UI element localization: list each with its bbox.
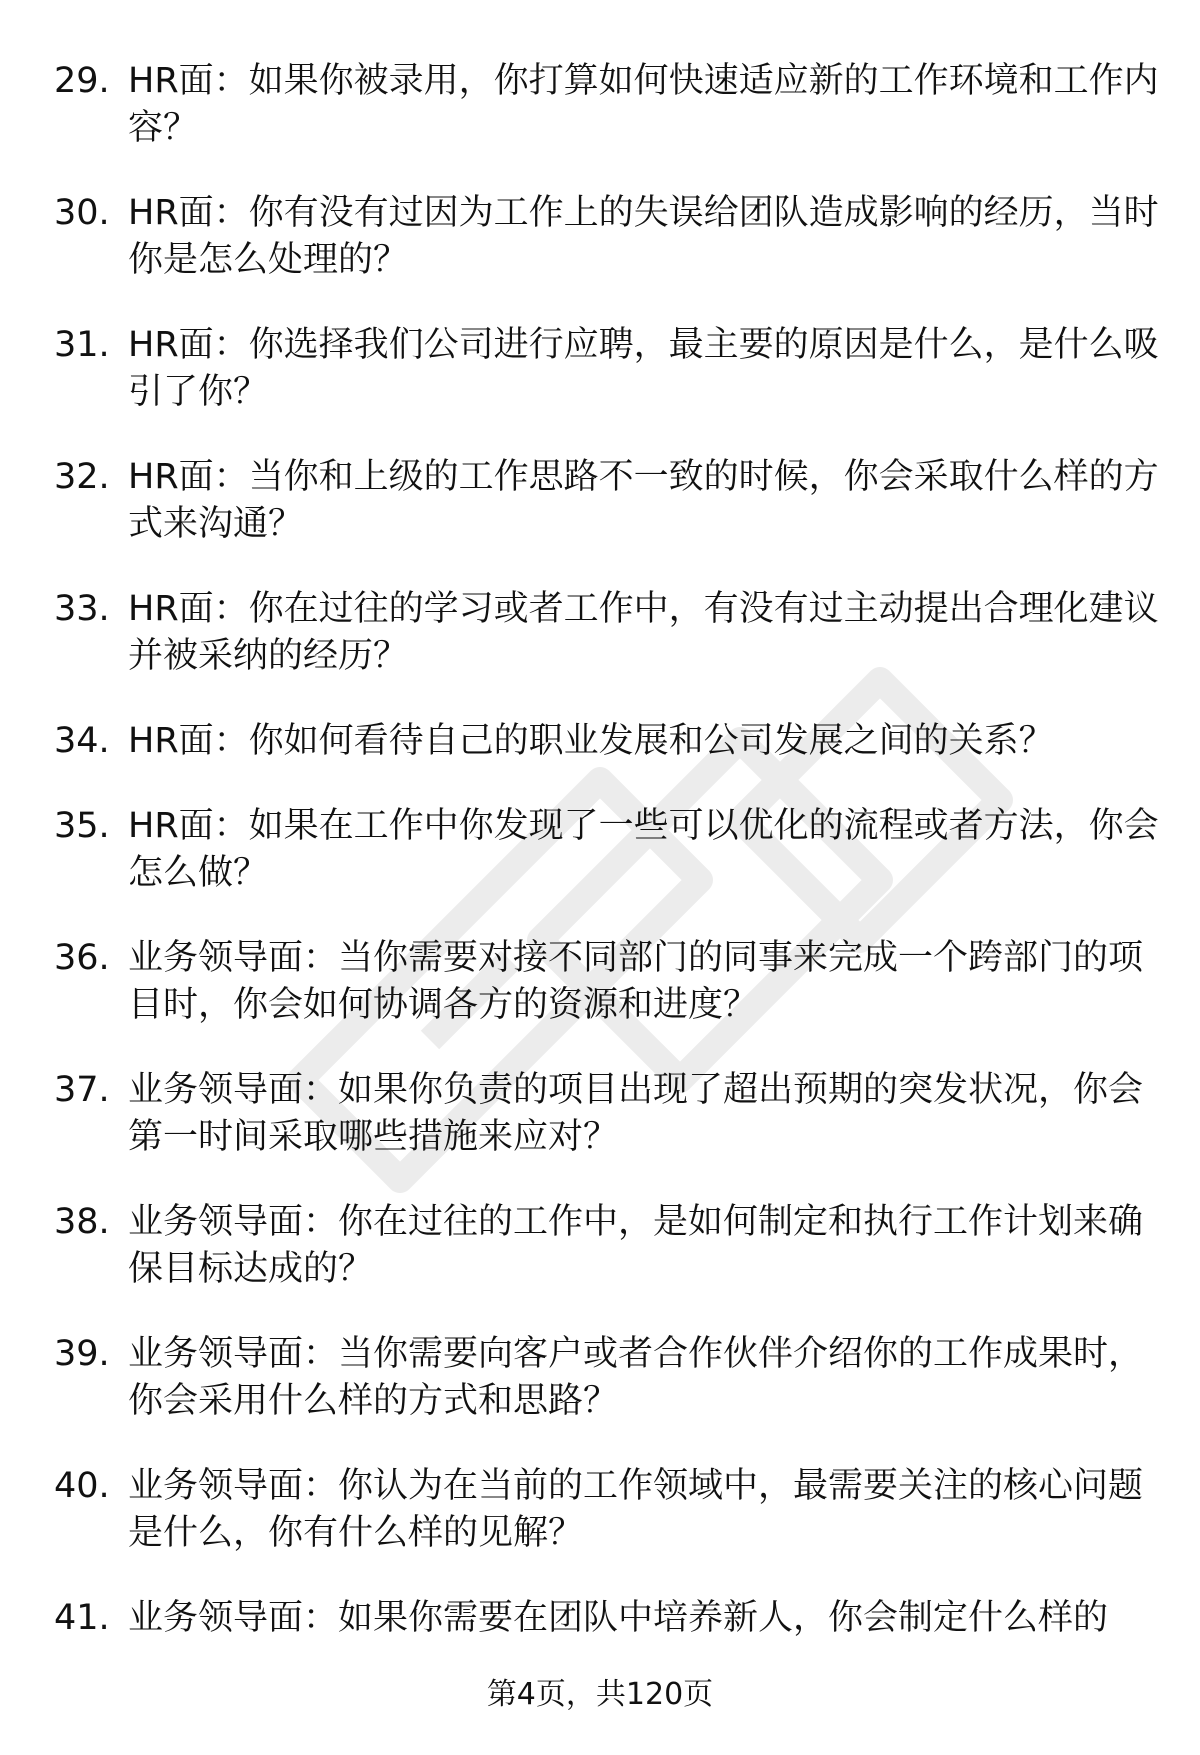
item-text: 业务领导面：如果你负责的项目出现了超出预期的突发状况，你会第一时间采取哪些措施来应对？ (128, 1070, 1144, 1157)
item-number: 33. (54, 589, 110, 629)
list-item (54, 1067, 1164, 1161)
item-number: 30. (54, 193, 110, 233)
list-item (54, 58, 1164, 152)
item-number: 34. (54, 721, 110, 761)
item-text: HR面：你选择我们公司进行应聘，最主要的原因是什么，是什么吸引了你？ (128, 325, 1159, 412)
item-number: 39. (54, 1334, 110, 1374)
list-item (54, 1595, 1164, 1642)
item-text: 业务领导面：如果你需要在团队中培养新人，你会制定什么样的 (128, 1598, 1109, 1638)
list-item (54, 322, 1164, 416)
item-number: 41. (54, 1598, 110, 1638)
item-text: HR面：你在过往的学习或者工作中，有没有过主动提出合理化建议并被采纳的经历？ (128, 589, 1159, 676)
item-text: HR面：如果在工作中你发现了一些可以优化的流程或者方法，你会怎么做？ (128, 806, 1159, 893)
item-number: 38. (54, 1202, 110, 1242)
item-number: 36. (54, 938, 110, 978)
item-text: HR面：如果你被录用，你打算如何快速适应新的工作环境和工作内容？ (128, 61, 1159, 148)
list-item (54, 586, 1164, 680)
item-number: 37. (54, 1070, 110, 1110)
item-text: 业务领导面：你在过往的工作中，是如何制定和执行工作计划来确保目标达成的？ (128, 1202, 1144, 1289)
list-item (54, 1331, 1164, 1425)
list-item (54, 454, 1164, 548)
list-item (54, 190, 1164, 284)
item-number: 40. (54, 1466, 110, 1506)
list-item (54, 803, 1164, 897)
item-number: 29. (54, 61, 110, 101)
item-text: HR面：你有没有过因为工作上的失误给团队造成影响的经历，当时你是怎么处理的？ (128, 193, 1159, 280)
item-text: 业务领导面：你认为在当前的工作领域中，最需要关注的核心问题是什么，你有什么样的见解？ (128, 1466, 1144, 1553)
item-text: 业务领导面：当你需要对接不同部门的同事来完成一个跨部门的项目时，你会如何协调各方的资源和进度？ (128, 938, 1144, 1025)
list-item (54, 1463, 1164, 1557)
item-text: HR面：当你和上级的工作思路不一致的时候，你会采取什么样的方式来沟通？ (128, 457, 1159, 544)
question-list (54, 58, 1164, 1680)
item-number: 31. (54, 325, 110, 365)
list-item (54, 718, 1164, 765)
list-item (54, 1199, 1164, 1293)
page-number: 第4页，共120页 (486, 1677, 714, 1712)
item-number: 32. (54, 457, 110, 497)
list-item (54, 935, 1164, 1029)
item-text: 业务领导面：当你需要向客户或者合作伙伴介绍你的工作成果时，你会采用什么样的方式和思路？ (128, 1334, 1144, 1421)
item-text: HR面：你如何看待自己的职业发展和公司发展之间的关系？ (128, 721, 1054, 761)
item-number: 35. (54, 806, 110, 846)
